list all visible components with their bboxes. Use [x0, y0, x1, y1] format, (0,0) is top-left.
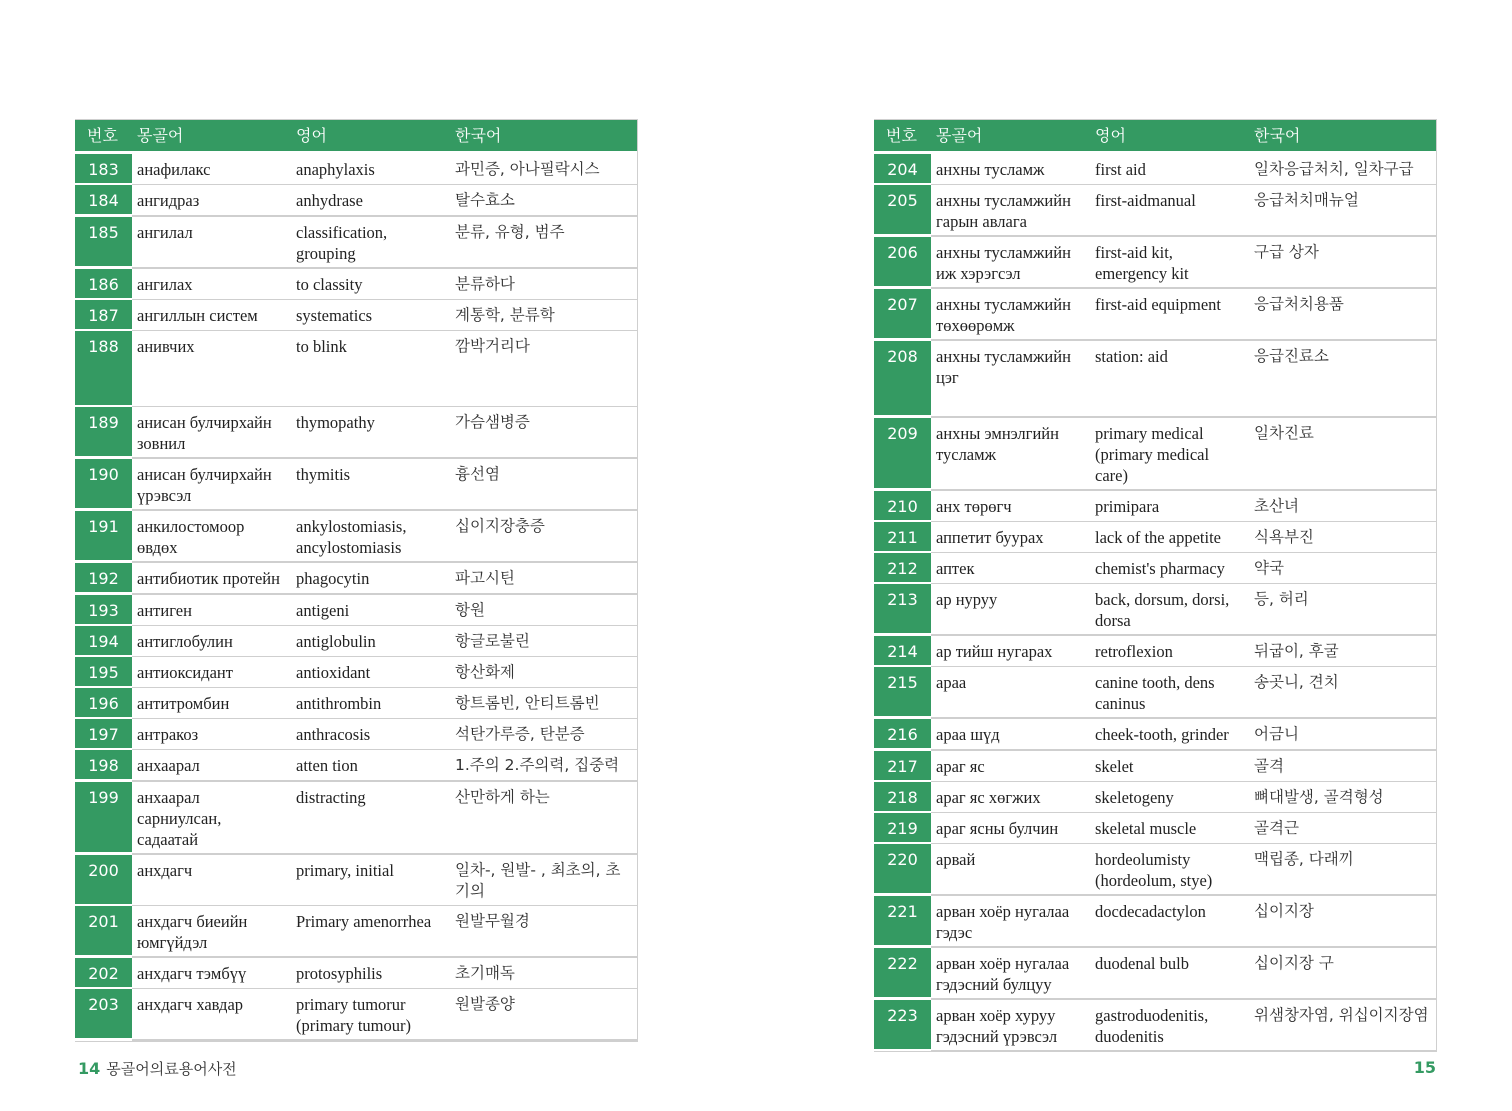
table-row	[874, 635, 1436, 667]
english-term: back, dorsum, dorsi, dorsa	[1090, 583, 1249, 635]
entry-number: 217	[874, 750, 931, 782]
korean-term: 분류하다	[450, 268, 637, 300]
entry-number: 207	[874, 288, 931, 340]
header-english: 영어	[291, 120, 450, 153]
mongolian-term: арвай	[931, 843, 1090, 895]
entry-number: 197	[75, 718, 132, 749]
korean-term: 구급 상자	[1249, 236, 1436, 288]
table-row	[75, 299, 637, 330]
english-term: antigeni	[291, 594, 450, 626]
korean-term: 계통학, 분류학	[450, 299, 637, 330]
entry-number: 202	[75, 957, 132, 989]
entry-number: 223	[874, 999, 931, 1051]
mongolian-term: аппетит буурах	[931, 521, 1090, 552]
english-term: to classity	[291, 268, 450, 300]
english-term: primary, initial	[291, 854, 450, 906]
table-row	[75, 625, 637, 656]
mongolian-term: арван хоёр нугалаа гэдэс	[931, 895, 1090, 947]
english-term: antithrombin	[291, 687, 450, 718]
korean-term: 흉선염	[450, 458, 637, 510]
korean-term: 약국	[1249, 552, 1436, 583]
mongolian-term: антитромбин	[132, 687, 291, 718]
mongolian-term: антиглобулин	[132, 625, 291, 656]
english-term: thymopathy	[291, 406, 450, 458]
table-row	[75, 406, 637, 458]
korean-term: 탈수효소	[450, 184, 637, 216]
mongolian-term: анхдагч	[132, 854, 291, 906]
table-row	[874, 552, 1436, 583]
mongolian-term: анхдагч тэмбүү	[132, 957, 291, 989]
mongolian-term: ар тийш нугарах	[931, 635, 1090, 667]
table-row	[874, 781, 1436, 812]
english-term: thymitis	[291, 458, 450, 510]
korean-term: 초산녀	[1249, 490, 1436, 522]
korean-term: 맥립종, 다래끼	[1249, 843, 1436, 895]
korean-term: 파고시틴	[450, 562, 637, 594]
footer-right	[1414, 1058, 1436, 1077]
english-term: anaphylaxis	[291, 153, 450, 185]
table-row	[874, 999, 1436, 1051]
mongolian-term: антиоксидант	[132, 656, 291, 687]
mongolian-term: антиген	[132, 594, 291, 626]
header-row	[874, 120, 1436, 153]
english-term: anhydrase	[291, 184, 450, 216]
entry-number: 205	[874, 184, 931, 236]
korean-term: 등, 허리	[1249, 583, 1436, 635]
header-row	[75, 120, 637, 153]
english-term: classification, grouping	[291, 216, 450, 268]
korean-term: 석탄가루증, 탄분증	[450, 718, 637, 749]
table-row	[874, 417, 1436, 490]
table-row	[874, 340, 1436, 417]
table-row	[874, 947, 1436, 999]
entry-number: 183	[75, 153, 132, 185]
english-term: anthracosis	[291, 718, 450, 749]
korean-term: 과민증, 아나필락시스	[450, 153, 637, 185]
table-row	[75, 957, 637, 989]
mongolian-term: ар нуруу	[931, 583, 1090, 635]
mongolian-term: анхны тусламжийн төхөөрөмж	[931, 288, 1090, 340]
entry-number: 185	[75, 216, 132, 268]
english-term: skeletogeny	[1090, 781, 1249, 812]
korean-term: 항트롬빈, 안티트롬빈	[450, 687, 637, 718]
english-term: first-aidmanual	[1090, 184, 1249, 236]
table-row	[75, 854, 637, 906]
english-term: antioxidant	[291, 656, 450, 687]
korean-term: 원발종양	[450, 988, 637, 1040]
mongolian-term: ангиллын систем	[132, 299, 291, 330]
korean-term: 식욕부진	[1249, 521, 1436, 552]
table-row	[874, 153, 1436, 185]
page-number-left: 14	[78, 1059, 101, 1078]
mongolian-term: арван хоёр нугалаа гэдэсний булцуу	[931, 947, 1090, 999]
entry-number: 216	[874, 718, 931, 750]
mongolian-term: аптек	[931, 552, 1090, 583]
entry-number: 214	[874, 635, 931, 667]
english-term: first-aid equipment	[1090, 288, 1249, 340]
korean-term: 응급처치용품	[1249, 288, 1436, 340]
entry-number: 209	[874, 417, 931, 490]
entry-number: 198	[75, 749, 132, 781]
table-row	[75, 988, 637, 1040]
english-term: canine tooth, dens caninus	[1090, 666, 1249, 718]
mongolian-term: анх төрөгч	[931, 490, 1090, 522]
english-term: duodenal bulb	[1090, 947, 1249, 999]
mongolian-term: анивчих	[132, 330, 291, 406]
mongolian-term: анхаарал	[132, 749, 291, 781]
english-term: primipara	[1090, 490, 1249, 522]
mongolian-term: ангилах	[132, 268, 291, 300]
header-number: 번호	[75, 120, 132, 153]
mongolian-term: анхны тусламжийн иж хэрэгсэл	[931, 236, 1090, 288]
english-term: cheek-tooth, grinder	[1090, 718, 1249, 750]
table-row	[75, 594, 637, 626]
english-term: phagocytin	[291, 562, 450, 594]
mongolian-term: араг яс	[931, 750, 1090, 782]
header-korean: 한국어	[1249, 120, 1436, 153]
entry-number: 204	[874, 153, 931, 185]
korean-term: 어금니	[1249, 718, 1436, 750]
korean-term: 뒤굽이, 후굴	[1249, 635, 1436, 667]
korean-term: 뼈대발생, 골격형성	[1249, 781, 1436, 812]
korean-term: 십이지장	[1249, 895, 1436, 947]
english-term: gastroduodenitis, duodenitis	[1090, 999, 1249, 1051]
korean-term: 십이지장 구	[1249, 947, 1436, 999]
mongolian-term: анхны эмнэлгийн тусламж	[931, 417, 1090, 490]
mongolian-term: араг ясны булчин	[931, 812, 1090, 843]
entry-number: 206	[874, 236, 931, 288]
mongolian-term: антракоз	[132, 718, 291, 749]
entry-number: 188	[75, 330, 132, 406]
entry-number: 190	[75, 458, 132, 510]
entry-number: 184	[75, 184, 132, 216]
english-term: primary medical (primary medical care)	[1090, 417, 1249, 490]
table-row	[874, 718, 1436, 750]
english-term: to blink	[291, 330, 450, 406]
entry-number: 215	[874, 666, 931, 718]
table-row	[75, 458, 637, 510]
header-number: 번호	[874, 120, 931, 153]
english-term: chemist's pharmacy	[1090, 552, 1249, 583]
english-term: systematics	[291, 299, 450, 330]
english-term: primary tumorur (primary tumour)	[291, 988, 450, 1040]
dictionary-table	[75, 120, 637, 1041]
entry-number: 191	[75, 510, 132, 562]
english-term: first-aid kit, emergency kit	[1090, 236, 1249, 288]
english-term: docdecadactylon	[1090, 895, 1249, 947]
korean-term: 항원	[450, 594, 637, 626]
korean-term: 응급진료소	[1249, 340, 1436, 417]
table-row	[874, 490, 1436, 522]
entry-number: 200	[75, 854, 132, 906]
table-row	[75, 268, 637, 300]
dictionary-table	[874, 120, 1436, 1051]
entry-number: 199	[75, 781, 132, 854]
entry-number: 218	[874, 781, 931, 812]
english-term: skelet	[1090, 750, 1249, 782]
mongolian-term: анхдагч биеийн юмгүйдэл	[132, 905, 291, 957]
mongolian-term: араг яс хөгжих	[931, 781, 1090, 812]
english-term: antiglobulin	[291, 625, 450, 656]
korean-term: 항산화제	[450, 656, 637, 687]
table-row	[874, 666, 1436, 718]
entry-number: 212	[874, 552, 931, 583]
korean-term: 1.주의 2.주의력, 집중력	[450, 749, 637, 781]
header-english: 영어	[1090, 120, 1249, 153]
entry-number: 186	[75, 268, 132, 300]
entry-number: 208	[874, 340, 931, 417]
header-korean: 한국어	[450, 120, 637, 153]
korean-term: 십이지장충증	[450, 510, 637, 562]
entry-number: 213	[874, 583, 931, 635]
entry-number: 210	[874, 490, 931, 522]
table-row	[874, 236, 1436, 288]
english-term: hordeolumisty (hordeolum, stye)	[1090, 843, 1249, 895]
english-term: Primary amenorrhea	[291, 905, 450, 957]
table-row	[75, 216, 637, 268]
book-title: 몽골어의료용어사전	[106, 1060, 237, 1078]
mongolian-term: анхны тусламжийн гарын авлага	[931, 184, 1090, 236]
table-row	[874, 521, 1436, 552]
korean-term: 항글로불린	[450, 625, 637, 656]
korean-term: 송곳니, 견치	[1249, 666, 1436, 718]
mongolian-term: анкилостомоор өвдөх	[132, 510, 291, 562]
mongolian-term: анхны тусламжийн цэг	[931, 340, 1090, 417]
entry-number: 222	[874, 947, 931, 999]
entry-number: 220	[874, 843, 931, 895]
english-term: distracting	[291, 781, 450, 854]
mongolian-term: анхаарал сарниулсан, садаатай	[132, 781, 291, 854]
entry-number: 194	[75, 625, 132, 656]
mongolian-term: ангидраз	[132, 184, 291, 216]
entry-number: 193	[75, 594, 132, 626]
mongolian-term: анхдагч хавдар	[132, 988, 291, 1040]
entry-number: 211	[874, 521, 931, 552]
korean-term: 골격근	[1249, 812, 1436, 843]
mongolian-term: ангилал	[132, 216, 291, 268]
entry-number: 187	[75, 299, 132, 330]
mongolian-term: анисан булчирхайн зовнил	[132, 406, 291, 458]
entry-number: 189	[75, 406, 132, 458]
korean-term: 초기매독	[450, 957, 637, 989]
korean-term: 위샘창자염, 위십이지장염	[1249, 999, 1436, 1051]
header-mongolian: 몽골어	[132, 120, 291, 153]
english-term: retroflexion	[1090, 635, 1249, 667]
mongolian-term: антибиотик протейн	[132, 562, 291, 594]
left-dictionary-table	[75, 119, 638, 1042]
entry-number: 221	[874, 895, 931, 947]
english-term: lack of the appetite	[1090, 521, 1249, 552]
korean-term: 응급처치매뉴얼	[1249, 184, 1436, 236]
korean-term: 골격	[1249, 750, 1436, 782]
entry-number: 219	[874, 812, 931, 843]
english-term: atten tion	[291, 749, 450, 781]
right-dictionary-table	[874, 119, 1437, 1052]
table-row	[874, 750, 1436, 782]
korean-term: 일차진료	[1249, 417, 1436, 490]
mongolian-term: анисан булчирхайн үрэвсэл	[132, 458, 291, 510]
entry-number: 192	[75, 562, 132, 594]
table-row	[874, 583, 1436, 635]
korean-term: 분류, 유형, 범주	[450, 216, 637, 268]
english-term: first aid	[1090, 153, 1249, 185]
table-row	[75, 656, 637, 687]
entry-number: 203	[75, 988, 132, 1040]
entry-number: 201	[75, 905, 132, 957]
header-mongolian: 몽골어	[931, 120, 1090, 153]
entry-number: 196	[75, 687, 132, 718]
table-row	[75, 510, 637, 562]
table-row	[874, 843, 1436, 895]
table-row	[75, 749, 637, 781]
english-term: protosyphilis	[291, 957, 450, 989]
table-row	[874, 288, 1436, 340]
table-row	[75, 687, 637, 718]
korean-term: 가슴샘병증	[450, 406, 637, 458]
table-row	[75, 781, 637, 854]
entry-number: 195	[75, 656, 132, 687]
footer-left	[78, 1058, 237, 1079]
table-row	[75, 330, 637, 406]
korean-term: 깜박거리다	[450, 330, 637, 406]
mongolian-term: анхны тусламж	[931, 153, 1090, 185]
korean-term: 일차-, 원발- , 최초의, 초기의	[450, 854, 637, 906]
table-row	[874, 184, 1436, 236]
mongolian-term: анафилакс	[132, 153, 291, 185]
mongolian-term: араа шүд	[931, 718, 1090, 750]
korean-term: 원발무월경	[450, 905, 637, 957]
page-number-right: 15	[1413, 1058, 1436, 1077]
korean-term: 일차응급처치, 일차구급	[1249, 153, 1436, 185]
table-row	[874, 895, 1436, 947]
table-row	[75, 184, 637, 216]
korean-term: 산만하게 하는	[450, 781, 637, 854]
english-term: skeletal muscle	[1090, 812, 1249, 843]
table-row	[75, 562, 637, 594]
english-term: ankylostomiasis, ancylostomiasis	[291, 510, 450, 562]
table-row	[75, 905, 637, 957]
table-row	[874, 812, 1436, 843]
mongolian-term: араа	[931, 666, 1090, 718]
mongolian-term: арван хоёр хуруу гэдэсний үрэвсэл	[931, 999, 1090, 1051]
table-row	[75, 718, 637, 749]
table-row	[75, 153, 637, 185]
english-term: station: aid	[1090, 340, 1249, 417]
